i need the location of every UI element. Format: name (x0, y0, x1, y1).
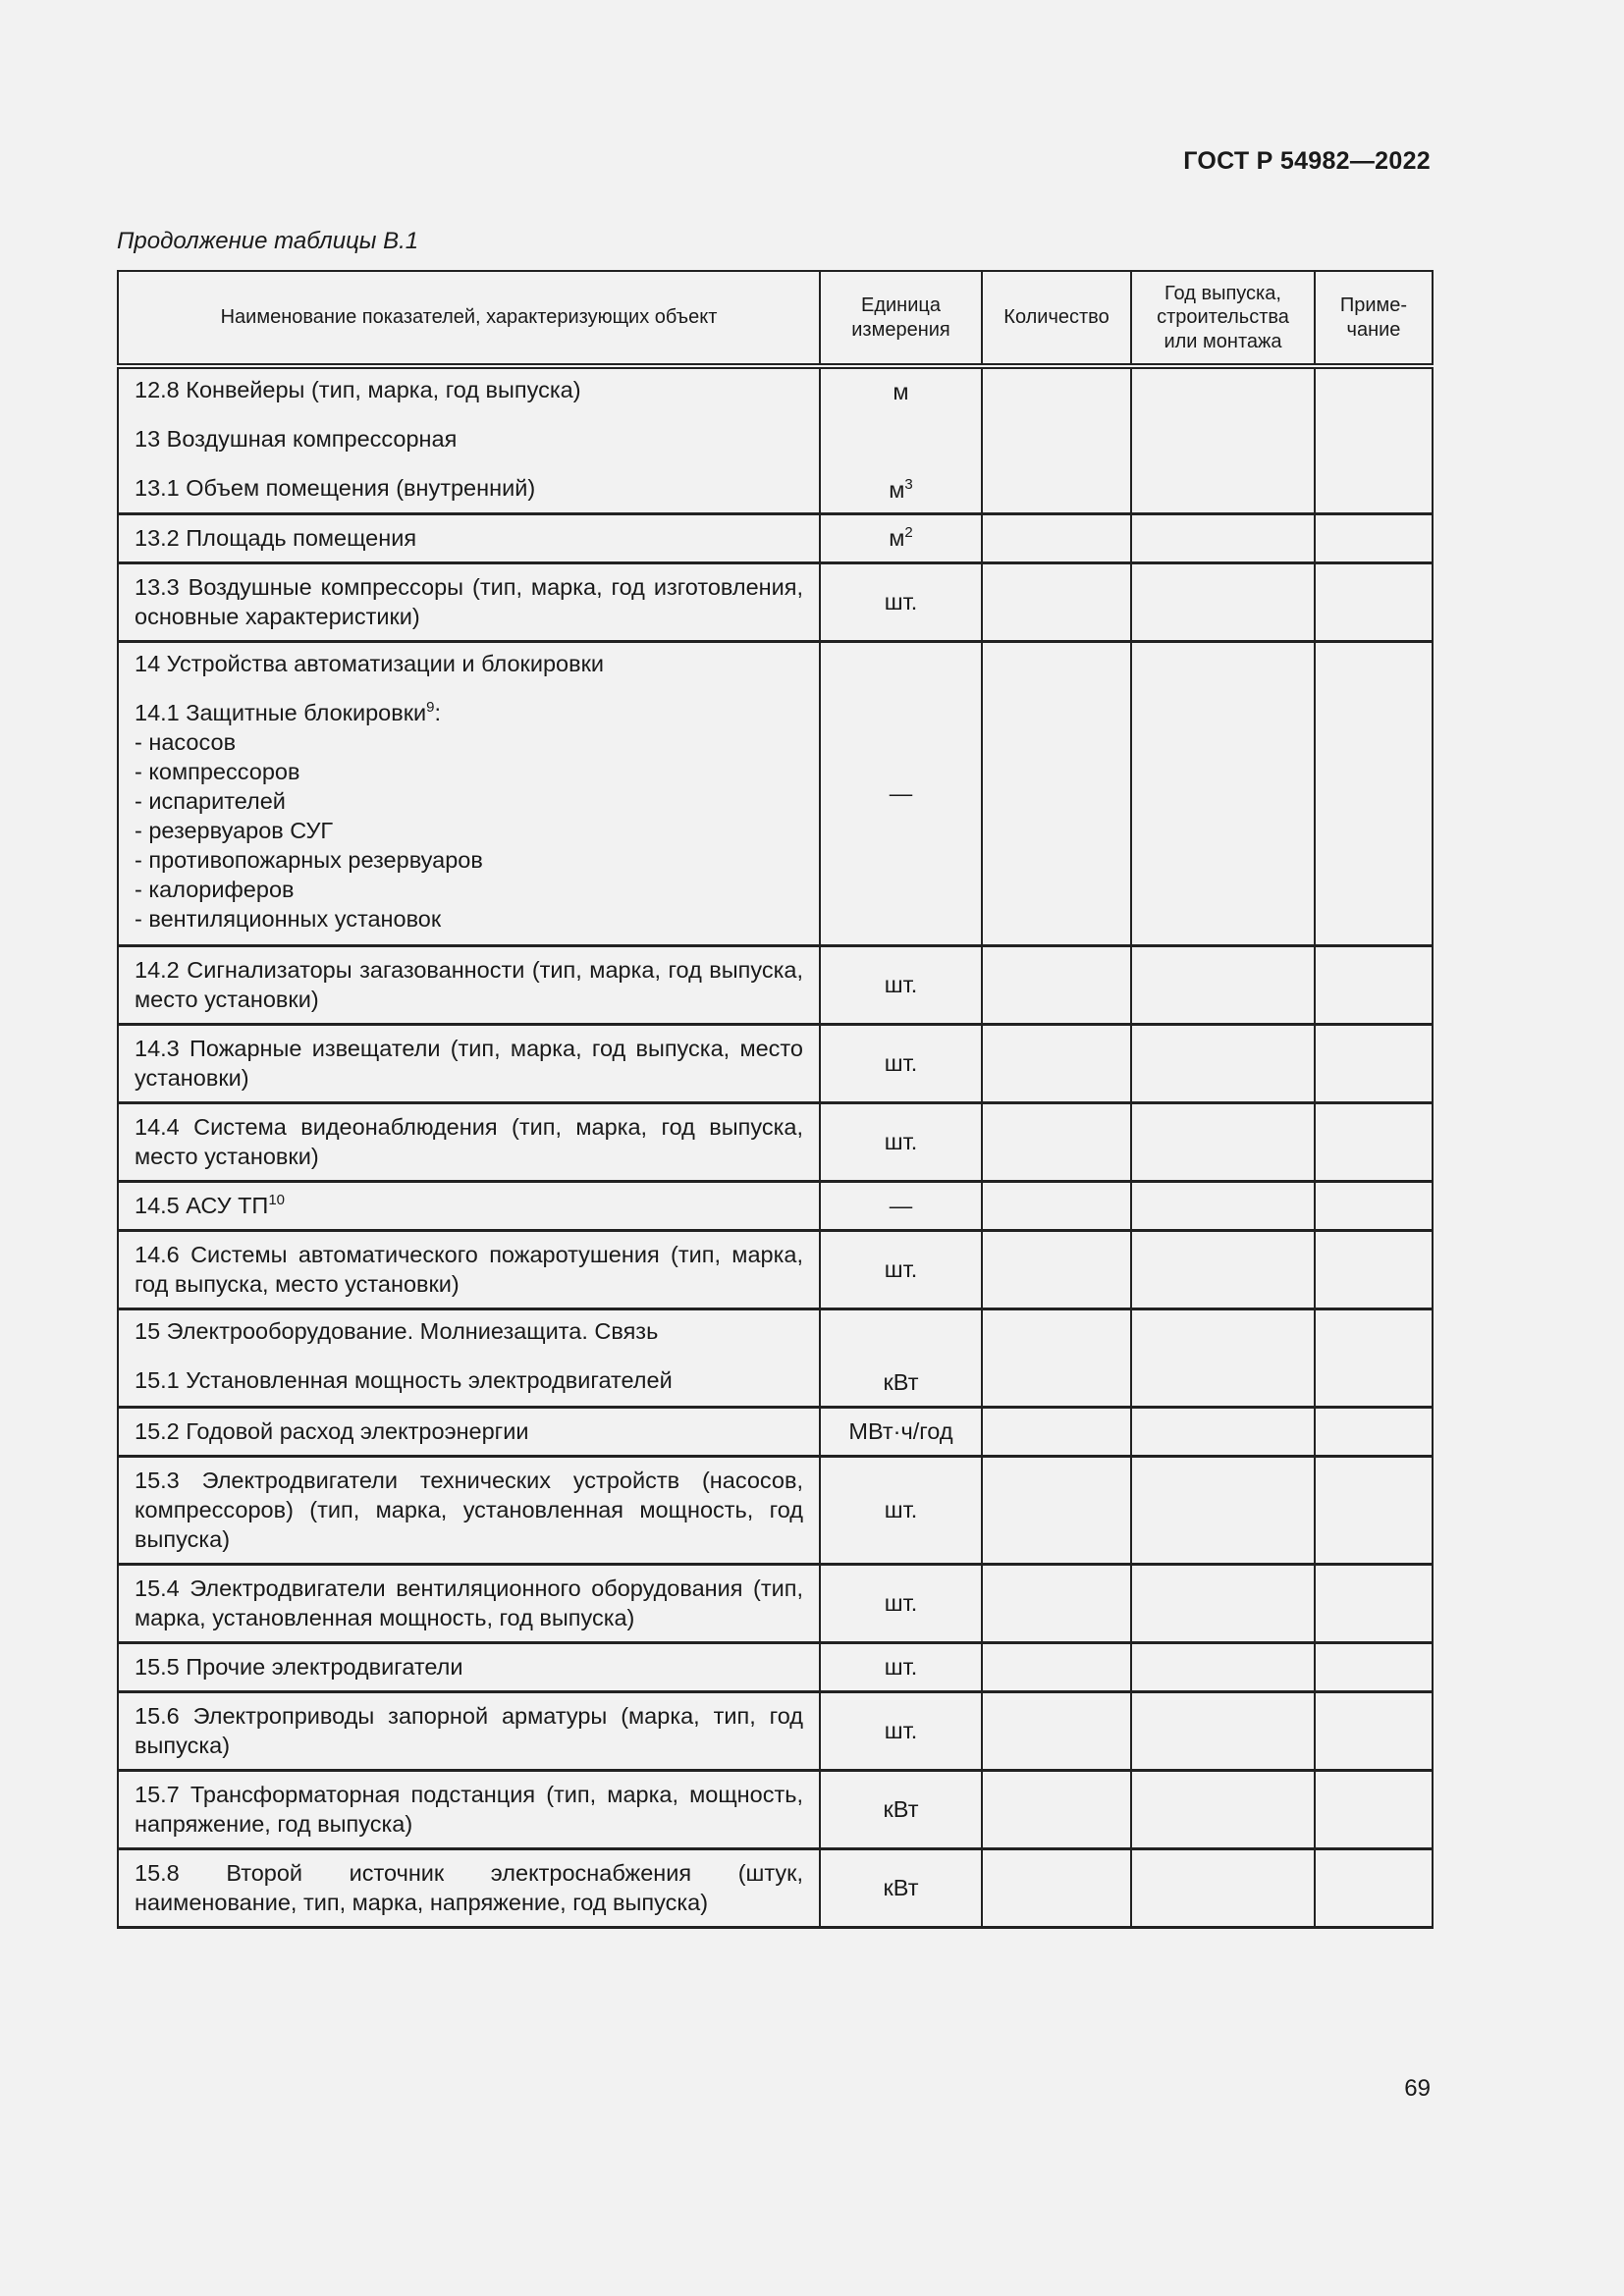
indicator-name-cell (118, 562, 820, 641)
table-row (118, 1642, 1433, 1691)
table-row (118, 1181, 1433, 1230)
unit-text: — (889, 1192, 913, 1218)
year-cell (1131, 641, 1315, 945)
quantity-cell (982, 562, 1131, 641)
column-header-year: Год выпуска, строительства или монтажа (1131, 271, 1315, 366)
superscript: 3 (904, 476, 913, 494)
unit-cell (820, 366, 982, 513)
unit-bottom-text: кВт (883, 1368, 919, 1395)
indicator-name-cell (118, 641, 820, 945)
unit-top: м (893, 379, 909, 404)
year-cell (1131, 1181, 1315, 1230)
unit-text: шт. (884, 588, 918, 614)
quantity-cell (982, 1407, 1131, 1456)
table-row (118, 945, 1433, 1024)
unit-cell (820, 1308, 982, 1407)
year-cell (1131, 366, 1315, 513)
note-cell (1315, 1308, 1433, 1407)
year-cell (1131, 562, 1315, 641)
column-header-unit: Единица измерения (820, 271, 982, 366)
unit-cell (820, 1642, 982, 1691)
year-cell (1131, 1642, 1315, 1691)
indicator-name-cell (118, 1024, 820, 1102)
note-cell (1315, 1024, 1433, 1102)
table-row (118, 1308, 1433, 1407)
table-row (118, 1230, 1433, 1308)
year-cell (1131, 1024, 1315, 1102)
note-cell (1315, 1456, 1433, 1564)
unit-text: — (889, 779, 913, 806)
list-item: - насосов (135, 728, 237, 755)
table-row (118, 562, 1433, 641)
note-cell (1315, 366, 1433, 513)
unit-text: шт. (884, 1255, 918, 1282)
unit-stack (821, 369, 981, 510)
year-cell (1131, 1230, 1315, 1308)
table-row (118, 366, 1433, 513)
indicator-text: 15.8 Второй источник электроснабжения (штук, наименование, тип, марка, напряжение, год выпуска) (135, 1860, 803, 1915)
quantity-cell (982, 1770, 1131, 1848)
column-header-note: Приме-чание (1315, 271, 1433, 366)
note-cell (1315, 1230, 1433, 1308)
page-number: 69 (1404, 2075, 1431, 2102)
table-header-row (118, 271, 1433, 366)
indicator-text: 13.3 Воздушные компрессоры (тип, марка, год изготовления, основные характеристики) (135, 574, 803, 629)
indicator-text: 13.2 Площадь помещения (135, 525, 417, 551)
indicator-name-cell (118, 1102, 820, 1181)
table-body (118, 366, 1433, 1927)
table-row (118, 1102, 1433, 1181)
indicator-text: 15.3 Электродвигатели технических устройств (насосов, компрессоров) (тип, марка, установленная мощность, год выпуска) (135, 1468, 803, 1552)
indicator-line: 15 Электрооборудование. Молниезащита. Связь (135, 1317, 659, 1344)
indicator-text: 14.5 АСУ ТП (135, 1193, 269, 1218)
indicators-table (117, 270, 1434, 1929)
note-cell (1315, 1407, 1433, 1456)
indicator-name-cell (118, 1181, 820, 1230)
indicator-text: 15.4 Электродвигатели вентиляционного оборудования (тип, марка, установленная мощность, год выпуска) (135, 1575, 803, 1630)
unit-text: шт. (884, 971, 918, 997)
indicator-name-cell (118, 513, 820, 562)
quantity-cell (982, 513, 1131, 562)
quantity-cell (982, 1102, 1131, 1181)
unit-text: кВт (883, 1874, 919, 1900)
column-header-name: Наименование показателей, характеризующих объект (118, 271, 820, 366)
year-cell (1131, 1407, 1315, 1456)
list-item: - вентиляционных установок (135, 905, 442, 932)
year-cell (1131, 1456, 1315, 1564)
list-item: - резервуаров СУГ (135, 817, 334, 843)
year-cell (1131, 1770, 1315, 1848)
note-cell (1315, 1181, 1433, 1230)
unit-text: шт. (884, 1049, 918, 1076)
indicator-line: 13.1 Объем помещения (внутренний) (135, 475, 536, 501)
table-row (118, 1407, 1433, 1456)
note-cell (1315, 562, 1433, 641)
note-cell (1315, 1564, 1433, 1642)
quantity-cell (982, 1024, 1131, 1102)
quantity-cell (982, 1308, 1131, 1407)
note-cell (1315, 1770, 1433, 1848)
note-cell (1315, 513, 1433, 562)
table-row (118, 641, 1433, 945)
quantity-cell (982, 1564, 1131, 1642)
indicator-line: 12.8 Конвейеры (тип, марка, год выпуска) (135, 377, 581, 402)
unit-cell (820, 1181, 982, 1230)
table-row (118, 1456, 1433, 1564)
unit-cell (820, 1102, 982, 1181)
quantity-cell (982, 366, 1131, 513)
indicator-name-cell (118, 1308, 820, 1407)
unit-text: шт. (884, 1589, 918, 1616)
quantity-cell (982, 1691, 1131, 1770)
superscript: 9 (426, 698, 435, 716)
subsection-text: 14.1 Защитные блокировки (135, 699, 427, 725)
superscript: 10 (268, 1192, 286, 1209)
quantity-cell (982, 945, 1131, 1024)
year-cell (1131, 1848, 1315, 1927)
unit-text: шт. (884, 1717, 918, 1743)
table-row (118, 1691, 1433, 1770)
indicator-text: 14.3 Пожарные извещатели (тип, марка, год выпуска, место установки) (135, 1036, 803, 1091)
year-cell (1131, 945, 1315, 1024)
table-row (118, 1770, 1433, 1848)
list-item: - калориферов (135, 876, 295, 902)
indicator-text: 14.2 Сигнализаторы загазованности (тип, марка, год выпуска, место установки) (135, 957, 803, 1012)
quantity-cell (982, 1456, 1131, 1564)
indicator-text: 14.4 Система видеонаблюдения (тип, марка, год выпуска, место установки) (135, 1114, 803, 1169)
indicator-name-cell (118, 1456, 820, 1564)
subsection-heading (135, 698, 803, 727)
section-heading: 14 Устройства автоматизации и блокировки (135, 650, 604, 676)
year-cell (1131, 513, 1315, 562)
superscript: 2 (904, 523, 913, 541)
unit-text: кВт (883, 1795, 919, 1822)
quantity-cell (982, 1642, 1131, 1691)
note-cell (1315, 1102, 1433, 1181)
indicator-text: 15.2 Годовой расход электроэнергии (135, 1418, 529, 1444)
year-cell (1131, 1564, 1315, 1642)
note-cell (1315, 945, 1433, 1024)
indicator-text: 15.7 Трансформаторная подстанция (тип, марка, мощность, напряжение, год выпуска) (135, 1782, 803, 1837)
indicator-text: 14.6 Системы автоматического пожаротушения (тип, марка, год выпуска, место установки) (135, 1242, 803, 1297)
note-cell (1315, 641, 1433, 945)
indicator-line: 13 Воздушная компрессорная (135, 426, 458, 452)
quantity-cell (982, 1848, 1131, 1927)
quantity-cell (982, 1181, 1131, 1230)
note-cell (1315, 1642, 1433, 1691)
unit-text: шт. (884, 1496, 918, 1522)
indicator-name-cell (118, 1848, 820, 1927)
quantity-cell (982, 641, 1131, 945)
year-cell (1131, 1308, 1315, 1407)
indicator-text: 15.6 Электроприводы запорной арматуры (марка, тип, год выпуска) (135, 1703, 803, 1758)
unit-cell (820, 945, 982, 1024)
table-row (118, 1564, 1433, 1642)
indicator-name-cell (118, 366, 820, 513)
year-cell (1131, 1691, 1315, 1770)
unit-text: м (889, 524, 905, 551)
table-row (118, 1024, 1433, 1102)
unit-cell (820, 513, 982, 562)
unit-text: МВт·ч/год (848, 1417, 953, 1444)
unit-cell (820, 1230, 982, 1308)
indicator-line: 15.1 Установленная мощность электродвигателей (135, 1366, 673, 1393)
unit-cell (820, 1848, 982, 1927)
unit-cell (820, 1564, 982, 1642)
list-item: - компрессоров (135, 758, 300, 784)
indicator-name-cell (118, 1407, 820, 1456)
indicator-name-cell (118, 1642, 820, 1691)
indicator-name-cell (118, 1230, 820, 1308)
unit-bottom (821, 475, 981, 505)
unit-text: шт. (884, 1128, 918, 1154)
indicator-name-cell (118, 1564, 820, 1642)
unit-cell (820, 562, 982, 641)
subsection-suffix: : (434, 699, 441, 725)
note-cell (1315, 1691, 1433, 1770)
unit-cell (820, 641, 982, 945)
column-header-quantity: Количество (982, 271, 1131, 366)
table-row (118, 513, 1433, 562)
indicator-text: 15.5 Прочие электродвигатели (135, 1654, 463, 1680)
unit-text: шт. (884, 1653, 918, 1680)
indicator-name-cell (118, 1770, 820, 1848)
quantity-cell (982, 1230, 1131, 1308)
unit-cell (820, 1024, 982, 1102)
unit-stack (821, 1310, 981, 1403)
list-item: - испарителей (135, 787, 286, 814)
indicator-name-cell (118, 945, 820, 1024)
unit-bottom-text: м (889, 477, 905, 503)
table-row (118, 1848, 1433, 1927)
unit-bottom (821, 1367, 981, 1397)
unit-cell (820, 1456, 982, 1564)
unit-cell (820, 1770, 982, 1848)
unit-cell (820, 1691, 982, 1770)
year-cell (1131, 1102, 1315, 1181)
unit-cell (820, 1407, 982, 1456)
document-code: ГОСТ Р 54982—2022 (1183, 147, 1431, 175)
list-item: - противопожарных резервуаров (135, 846, 483, 873)
note-cell (1315, 1848, 1433, 1927)
table-caption: Продолжение таблицы В.1 (117, 228, 419, 254)
indicator-name-cell (118, 1691, 820, 1770)
